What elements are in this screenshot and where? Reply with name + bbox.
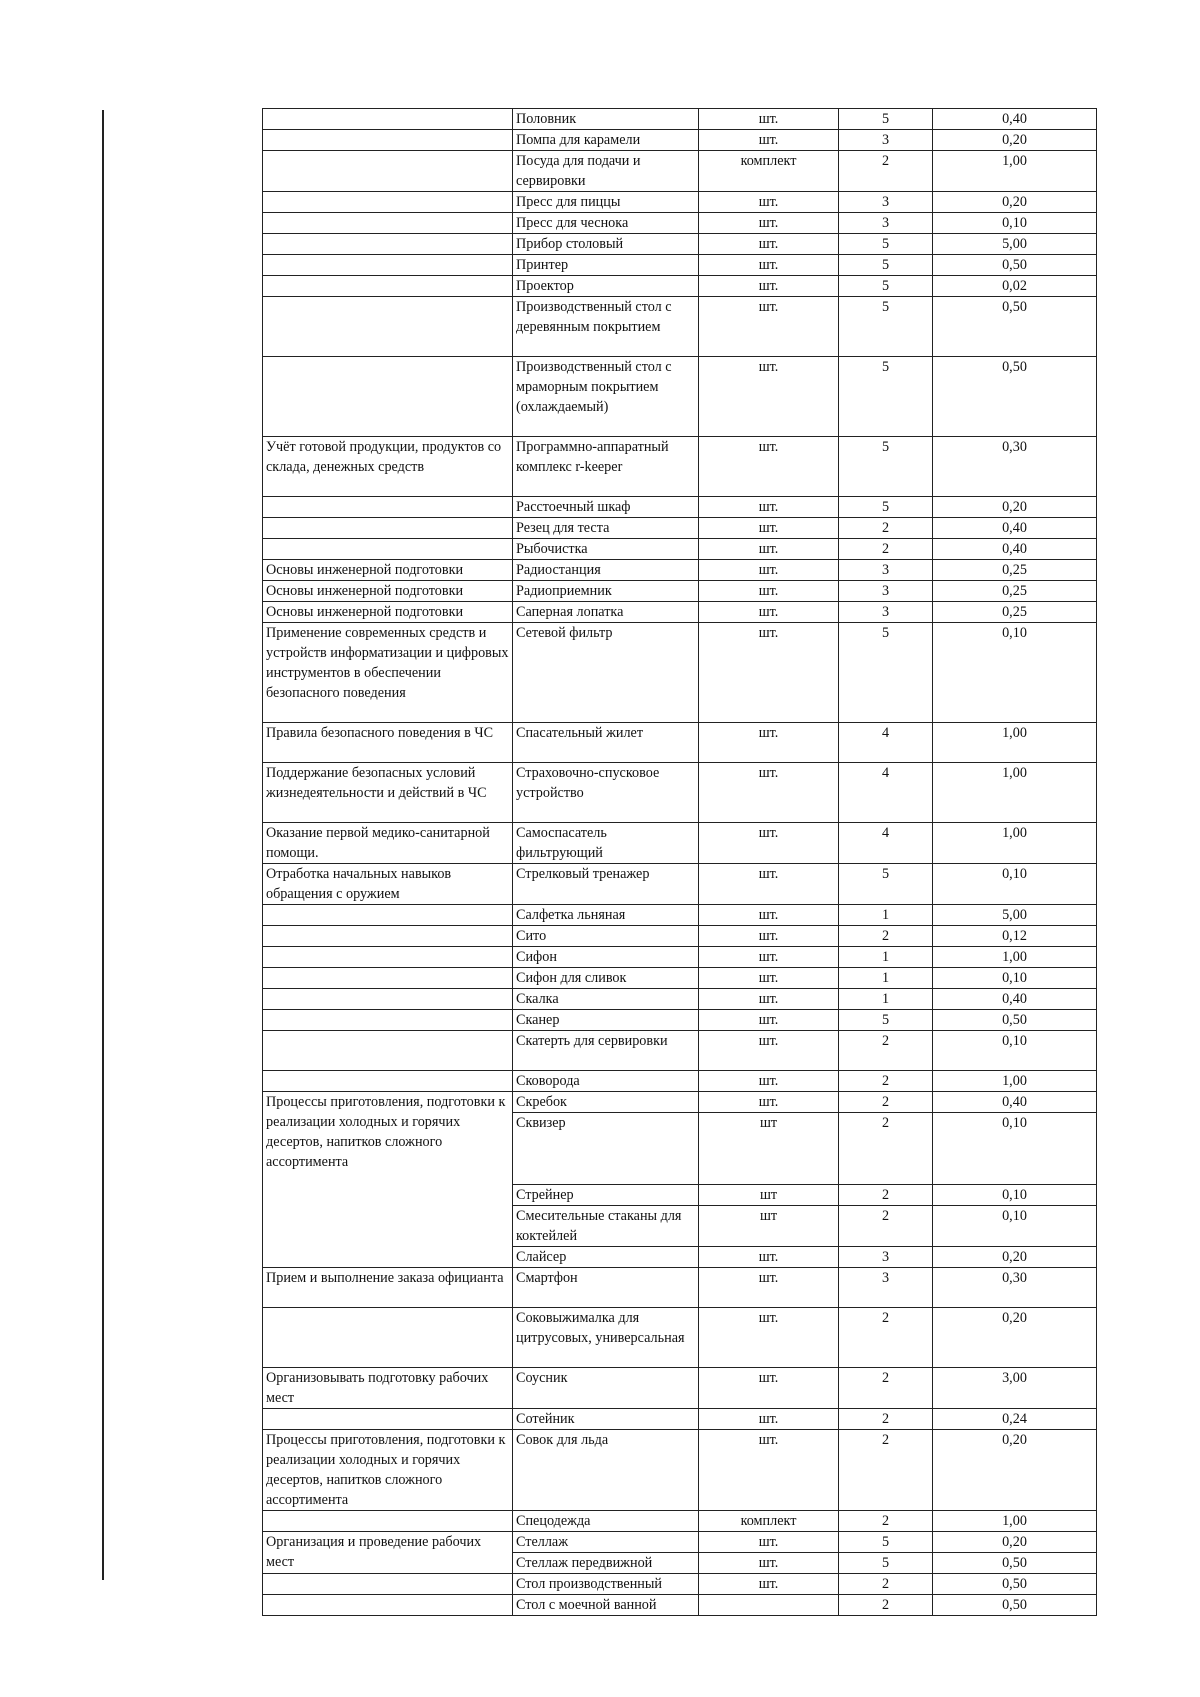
norm-cell: 1,00 <box>933 1511 1097 1532</box>
item-name-cell: Спецодежда <box>513 1511 699 1532</box>
unit-cell: шт. <box>699 357 839 437</box>
quantity-cell: 3 <box>839 130 933 151</box>
norm-cell: 0,10 <box>933 1185 1097 1206</box>
item-name-cell: Смартфон <box>513 1268 699 1308</box>
section-cell <box>263 213 513 234</box>
section-cell <box>263 1071 513 1092</box>
section-cell <box>263 1308 513 1368</box>
section-cell <box>263 539 513 560</box>
norm-cell: 1,00 <box>933 1071 1097 1092</box>
table-row <box>263 437 1097 497</box>
norm-cell: 0,20 <box>933 1430 1097 1511</box>
item-name-cell: Стеллаж <box>513 1532 699 1553</box>
item-name-cell: Слайсер <box>513 1247 699 1268</box>
quantity-cell: 3 <box>839 192 933 213</box>
item-name-cell: Смесительные стаканы для коктейлей <box>513 1206 699 1247</box>
unit-cell: комплект <box>699 1511 839 1532</box>
section-cell <box>263 357 513 437</box>
item-name-cell: Сифон для сливок <box>513 968 699 989</box>
table-row <box>263 1430 1097 1511</box>
item-name-cell: Стеллаж передвижной <box>513 1553 699 1574</box>
unit-cell: шт. <box>699 1010 839 1031</box>
table-row <box>263 276 1097 297</box>
norm-cell: 0,20 <box>933 130 1097 151</box>
section-cell: Учёт готовой продукции, продуктов со склада, денежных средств <box>263 437 513 497</box>
quantity-cell: 5 <box>839 276 933 297</box>
norm-cell: 5,00 <box>933 234 1097 255</box>
section-cell: Организовывать подготовку рабочих мест <box>263 1368 513 1409</box>
quantity-cell: 5 <box>839 357 933 437</box>
item-name-cell: Сотейник <box>513 1409 699 1430</box>
item-name-cell: Производственный стол с мраморным покрытием (охлаждаемый) <box>513 357 699 437</box>
item-name-cell: Расстоечный шкаф <box>513 497 699 518</box>
unit-cell <box>699 1595 839 1616</box>
norm-cell: 0,40 <box>933 539 1097 560</box>
unit-cell: шт. <box>699 1031 839 1071</box>
item-name-cell: Рыбочистка <box>513 539 699 560</box>
table-row <box>263 1092 1097 1113</box>
unit-cell: шт <box>699 1206 839 1247</box>
quantity-cell: 5 <box>839 864 933 905</box>
section-cell: Основы инженерной подготовки <box>263 560 513 581</box>
item-name-cell: Совок для льда <box>513 1430 699 1511</box>
quantity-cell: 2 <box>839 1511 933 1532</box>
unit-cell: шт. <box>699 437 839 497</box>
table-row <box>263 130 1097 151</box>
norm-cell: 0,50 <box>933 1010 1097 1031</box>
table-row <box>263 864 1097 905</box>
section-cell <box>263 497 513 518</box>
quantity-cell: 2 <box>839 1206 933 1247</box>
norm-cell: 0,10 <box>933 213 1097 234</box>
unit-cell: шт. <box>699 1308 839 1368</box>
table-row <box>263 539 1097 560</box>
quantity-cell: 5 <box>839 109 933 130</box>
quantity-cell: 1 <box>839 947 933 968</box>
section-cell <box>263 989 513 1010</box>
quantity-cell: 2 <box>839 539 933 560</box>
norm-cell: 0,50 <box>933 255 1097 276</box>
norm-cell: 0,10 <box>933 623 1097 723</box>
quantity-cell: 4 <box>839 723 933 763</box>
table-row <box>263 497 1097 518</box>
unit-cell: шт. <box>699 1409 839 1430</box>
norm-cell: 0,50 <box>933 357 1097 437</box>
unit-cell: шт. <box>699 926 839 947</box>
item-name-cell: Пресс для чеснока <box>513 213 699 234</box>
quantity-cell: 3 <box>839 213 933 234</box>
unit-cell: шт. <box>699 623 839 723</box>
item-name-cell: Резец для теста <box>513 518 699 539</box>
quantity-cell: 2 <box>839 926 933 947</box>
unit-cell: комплект <box>699 151 839 192</box>
table-row <box>263 192 1097 213</box>
table-row <box>263 213 1097 234</box>
table-row <box>263 1532 1097 1553</box>
table-row <box>263 623 1097 723</box>
quantity-cell: 3 <box>839 1247 933 1268</box>
table-row <box>263 1308 1097 1368</box>
norm-cell: 0,20 <box>933 192 1097 213</box>
section-cell <box>263 1574 513 1595</box>
unit-cell: шт. <box>699 192 839 213</box>
section-cell: Прием и выполнение заказа официанта <box>263 1268 513 1308</box>
section-cell: Оказание первой медико-санитарной помощи. <box>263 823 513 864</box>
norm-cell: 0,40 <box>933 1092 1097 1113</box>
item-name-cell: Сифон <box>513 947 699 968</box>
norm-cell: 0,30 <box>933 437 1097 497</box>
table-row <box>263 581 1097 602</box>
table-row <box>263 1031 1097 1071</box>
section-cell <box>263 947 513 968</box>
table-row <box>263 823 1097 864</box>
item-name-cell: Помпа для карамели <box>513 130 699 151</box>
table-row <box>263 297 1097 357</box>
quantity-cell: 3 <box>839 602 933 623</box>
unit-cell: шт. <box>699 109 839 130</box>
item-name-cell: Радиостанция <box>513 560 699 581</box>
norm-cell: 1,00 <box>933 723 1097 763</box>
unit-cell: шт. <box>699 1268 839 1308</box>
section-cell <box>263 1511 513 1532</box>
table-row <box>263 151 1097 192</box>
quantity-cell: 2 <box>839 1308 933 1368</box>
unit-cell: шт <box>699 1113 839 1185</box>
unit-cell: шт. <box>699 276 839 297</box>
norm-cell: 0,25 <box>933 602 1097 623</box>
quantity-cell: 2 <box>839 1071 933 1092</box>
quantity-cell: 5 <box>839 234 933 255</box>
item-name-cell: Сквизер <box>513 1113 699 1185</box>
section-cell: Поддержание безопасных условий жизнедеятельности и действий в ЧС <box>263 763 513 823</box>
table-row <box>263 723 1097 763</box>
norm-cell: 0,10 <box>933 968 1097 989</box>
norm-cell: 0,20 <box>933 1308 1097 1368</box>
table-row <box>263 357 1097 437</box>
norm-cell: 0,10 <box>933 864 1097 905</box>
table-row <box>263 947 1097 968</box>
section-cell <box>263 1031 513 1071</box>
item-name-cell: Сковорода <box>513 1071 699 1092</box>
quantity-cell: 2 <box>839 1031 933 1071</box>
section-cell: Правила безопасного поведения в ЧС <box>263 723 513 763</box>
unit-cell: шт. <box>699 130 839 151</box>
item-name-cell: Сканер <box>513 1010 699 1031</box>
norm-cell: 0,40 <box>933 989 1097 1010</box>
quantity-cell: 2 <box>839 1185 933 1206</box>
norm-cell: 0,20 <box>933 497 1097 518</box>
section-cell: Организация и проведение рабочих мест <box>263 1532 513 1574</box>
norm-cell: 0,20 <box>933 1247 1097 1268</box>
table-row <box>263 518 1097 539</box>
unit-cell: шт. <box>699 905 839 926</box>
item-name-cell: Скребок <box>513 1092 699 1113</box>
unit-cell: шт. <box>699 1368 839 1409</box>
table-row <box>263 1595 1097 1616</box>
quantity-cell: 1 <box>839 989 933 1010</box>
unit-cell: шт. <box>699 581 839 602</box>
section-cell <box>263 151 513 192</box>
section-cell: Применение современных средств и устройств информатизации и цифровых инструментов в обеспечении безопасного поведения <box>263 623 513 723</box>
norm-cell: 3,00 <box>933 1368 1097 1409</box>
table-row <box>263 1010 1097 1031</box>
section-cell: Основы инженерной подготовки <box>263 581 513 602</box>
unit-cell: шт. <box>699 968 839 989</box>
item-name-cell: Страховочно-спусковое устройство <box>513 763 699 823</box>
norm-cell: 0,40 <box>933 518 1097 539</box>
quantity-cell: 1 <box>839 905 933 926</box>
section-cell: Основы инженерной подготовки <box>263 602 513 623</box>
unit-cell: шт. <box>699 1071 839 1092</box>
unit-cell: шт. <box>699 1532 839 1553</box>
section-cell <box>263 255 513 276</box>
quantity-cell: 3 <box>839 1268 933 1308</box>
quantity-cell: 5 <box>839 1010 933 1031</box>
unit-cell: шт. <box>699 297 839 357</box>
unit-cell: шт. <box>699 497 839 518</box>
table-row <box>263 1409 1097 1430</box>
section-cell <box>263 297 513 357</box>
item-name-cell: Проектор <box>513 276 699 297</box>
norm-cell: 0,10 <box>933 1113 1097 1185</box>
item-name-cell: Стол с моечной ванной <box>513 1595 699 1616</box>
section-cell: Процессы приготовления, подготовки к реализации холодных и горячих десертов, напитков сложного ассортимента <box>263 1430 513 1511</box>
section-cell <box>263 130 513 151</box>
item-name-cell: Сито <box>513 926 699 947</box>
item-name-cell: Стрейнер <box>513 1185 699 1206</box>
norm-cell: 0,24 <box>933 1409 1097 1430</box>
item-name-cell: Сетевой фильтр <box>513 623 699 723</box>
quantity-cell: 2 <box>839 1092 933 1113</box>
norm-cell: 0,10 <box>933 1031 1097 1071</box>
table-row <box>263 905 1097 926</box>
unit-cell: шт. <box>699 864 839 905</box>
unit-cell: шт. <box>699 213 839 234</box>
section-cell <box>263 926 513 947</box>
table-row <box>263 602 1097 623</box>
norm-cell: 0,50 <box>933 297 1097 357</box>
norm-cell: 1,00 <box>933 151 1097 192</box>
unit-cell: шт. <box>699 255 839 276</box>
table-row <box>263 109 1097 130</box>
quantity-cell: 2 <box>839 518 933 539</box>
quantity-cell: 2 <box>839 151 933 192</box>
item-name-cell: Соковыжималка для цитрусовых, универсальная <box>513 1308 699 1368</box>
norm-cell: 0,10 <box>933 1206 1097 1247</box>
section-cell <box>263 518 513 539</box>
section-cell <box>263 109 513 130</box>
item-name-cell: Салфетка льняная <box>513 905 699 926</box>
table-row <box>263 560 1097 581</box>
table-row <box>263 763 1097 823</box>
section-cell <box>263 1010 513 1031</box>
item-name-cell: Посуда для подачи и сервировки <box>513 151 699 192</box>
unit-cell: шт. <box>699 947 839 968</box>
section-cell <box>263 234 513 255</box>
unit-cell: шт. <box>699 602 839 623</box>
table-row <box>263 926 1097 947</box>
section-cell <box>263 968 513 989</box>
quantity-cell: 5 <box>839 437 933 497</box>
norm-cell: 0,02 <box>933 276 1097 297</box>
section-cell: Отработка начальных навыков обращения с оружием <box>263 864 513 905</box>
section-cell <box>263 192 513 213</box>
unit-cell: шт. <box>699 1092 839 1113</box>
item-name-cell: Стол производственный <box>513 1574 699 1595</box>
item-name-cell: Стрелковый тренажер <box>513 864 699 905</box>
item-name-cell: Производственный стол с деревянным покрытием <box>513 297 699 357</box>
quantity-cell: 3 <box>839 581 933 602</box>
norm-cell: 1,00 <box>933 823 1097 864</box>
section-cell: Процессы приготовления, подготовки к реализации холодных и горячих десертов, напитков сложного ассортимента <box>263 1092 513 1268</box>
section-cell <box>263 1409 513 1430</box>
item-name-cell: Спасательный жилет <box>513 723 699 763</box>
norm-cell: 0,12 <box>933 926 1097 947</box>
unit-cell: шт. <box>699 1574 839 1595</box>
unit-cell: шт. <box>699 763 839 823</box>
quantity-cell: 5 <box>839 297 933 357</box>
unit-cell: шт. <box>699 723 839 763</box>
quantity-cell: 2 <box>839 1409 933 1430</box>
item-name-cell: Принтер <box>513 255 699 276</box>
norm-cell: 0,30 <box>933 1268 1097 1308</box>
quantity-cell: 5 <box>839 1532 933 1553</box>
quantity-cell: 2 <box>839 1368 933 1409</box>
quantity-cell: 2 <box>839 1113 933 1185</box>
norm-cell: 1,00 <box>933 763 1097 823</box>
quantity-cell: 2 <box>839 1595 933 1616</box>
margin-line <box>102 110 104 1580</box>
section-cell <box>263 1595 513 1616</box>
table-row <box>263 234 1097 255</box>
item-name-cell: Половник <box>513 109 699 130</box>
quantity-cell: 3 <box>839 560 933 581</box>
unit-cell: шт. <box>699 823 839 864</box>
quantity-cell: 5 <box>839 255 933 276</box>
norm-cell: 0,50 <box>933 1595 1097 1616</box>
table-row <box>263 1511 1097 1532</box>
item-name-cell: Прибор столовый <box>513 234 699 255</box>
norm-cell: 0,50 <box>933 1553 1097 1574</box>
table-row <box>263 989 1097 1010</box>
unit-cell: шт. <box>699 1553 839 1574</box>
equipment-table-body <box>263 109 1097 1616</box>
item-name-cell: Саперная лопатка <box>513 602 699 623</box>
item-name-cell: Программно-аппаратный комплекс r-keeper <box>513 437 699 497</box>
item-name-cell: Соусник <box>513 1368 699 1409</box>
norm-cell: 0,25 <box>933 560 1097 581</box>
item-name-cell: Скалка <box>513 989 699 1010</box>
section-cell <box>263 276 513 297</box>
table-row <box>263 1268 1097 1308</box>
item-name-cell: Радиоприемник <box>513 581 699 602</box>
table-row <box>263 968 1097 989</box>
quantity-cell: 4 <box>839 823 933 864</box>
item-name-cell: Скатерть для сервировки <box>513 1031 699 1071</box>
table-row <box>263 1071 1097 1092</box>
norm-cell: 5,00 <box>933 905 1097 926</box>
table-row <box>263 1368 1097 1409</box>
quantity-cell: 1 <box>839 968 933 989</box>
unit-cell: шт. <box>699 1247 839 1268</box>
quantity-cell: 2 <box>839 1430 933 1511</box>
norm-cell: 0,40 <box>933 109 1097 130</box>
unit-cell: шт. <box>699 560 839 581</box>
unit-cell: шт. <box>699 1430 839 1511</box>
item-name-cell: Самоспасатель фильтрующий <box>513 823 699 864</box>
norm-cell: 1,00 <box>933 947 1097 968</box>
equipment-table <box>262 108 1097 1616</box>
norm-cell: 0,50 <box>933 1574 1097 1595</box>
norm-cell: 0,25 <box>933 581 1097 602</box>
unit-cell: шт <box>699 1185 839 1206</box>
quantity-cell: 4 <box>839 763 933 823</box>
item-name-cell: Пресс для пиццы <box>513 192 699 213</box>
section-cell <box>263 905 513 926</box>
quantity-cell: 5 <box>839 1553 933 1574</box>
unit-cell: шт. <box>699 518 839 539</box>
quantity-cell: 5 <box>839 497 933 518</box>
quantity-cell: 5 <box>839 623 933 723</box>
unit-cell: шт. <box>699 539 839 560</box>
norm-cell: 0,20 <box>933 1532 1097 1553</box>
table-row <box>263 255 1097 276</box>
quantity-cell: 2 <box>839 1574 933 1595</box>
unit-cell: шт. <box>699 989 839 1010</box>
unit-cell: шт. <box>699 234 839 255</box>
table-row <box>263 1574 1097 1595</box>
